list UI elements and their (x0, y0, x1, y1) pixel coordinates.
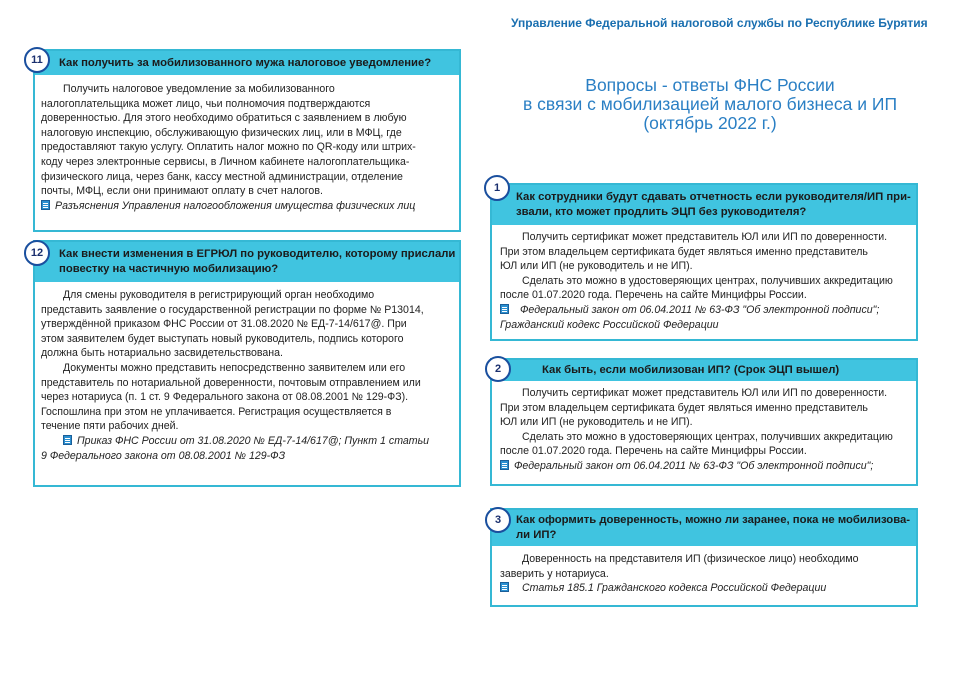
answer-line: Для смены руководителя в регистрирующий орган необходимо (63, 289, 375, 301)
question-text (59, 247, 459, 277)
question-text: Как получить за мобилизованного мужа налоговое уведомление? (59, 57, 432, 69)
qa-card-11 (33, 49, 461, 232)
reference-text: Федеральный закон от 06.04.2011 № 63-ФЗ "Об электронной подписи"; (520, 303, 880, 316)
question-line: ли ИП? (516, 529, 557, 541)
answer-line: Сделать это можно в удостоверяющих центрах, получивших аккредитацию (522, 274, 893, 287)
qa-card-2 (490, 358, 918, 486)
answer-line: после 01.07.2020 года. Перечень на сайте Минцифры России. (500, 445, 807, 458)
question-line: звали, кто может продлить ЭЦП без руководителя? (516, 206, 807, 218)
question-line: повестку на частичную мобилизацию? (59, 263, 279, 275)
document-icon (500, 460, 509, 470)
agency-name: Управление Федеральной налоговой службы по Республике Бурятия (511, 16, 928, 30)
answer-text (500, 552, 916, 596)
question-line: Как оформить доверенность, можно ли заранее, пока не мобилизова- (516, 514, 911, 526)
reference-text: Статья 185.1 Гражданского кодекса Российской Федерации (522, 582, 827, 595)
answer-line: налогоплательщика может лицо, чьи полномочия подтверждаются (41, 97, 371, 110)
answer-line: Доверенность на представителя ИП (физическое лицо) необходимо (522, 553, 859, 565)
qa-card-header (35, 242, 459, 282)
reference-line (41, 434, 459, 449)
question-number-badge: 12 (24, 240, 50, 266)
answer-line: Сделать это можно в удостоверяющих центрах, получивших аккредитацию (522, 430, 893, 443)
qa-card-header (35, 51, 459, 75)
reference-line: Гражданский кодекс Российской Федерации (500, 318, 719, 331)
answer-line: Получить сертификат может представитель ЮЛ или ИП по доверенности. (522, 231, 888, 243)
answer-line: утверждённой приказом ФНС России от 31.08.2020 № ЕД-7-14/617@. При (41, 318, 407, 331)
answer-text (500, 386, 916, 474)
answer-line: после 01.07.2020 года. Перечень на сайте Минцифры России. (500, 289, 807, 302)
answer-line: представить заявление о государственной регистрации по форме № Р13014, (41, 303, 424, 316)
answer-line: физического лица, через банк, кассу местной администрации, отделение (41, 170, 403, 183)
answer-line: этом заявителем будет выступать новый руководитель, подпись которого (41, 332, 404, 345)
answer-line: через нотариуса (п. 1 ст. 9 Федерального закона от 08.08.2001 № 129-ФЗ). (41, 391, 409, 404)
answer-line: ЮЛ или ИП (не руководитель и не ИП). (500, 260, 693, 273)
question-text (516, 190, 916, 220)
answer-line: представитель по нотариальной доверенности, почтовым отправлением или (41, 376, 421, 389)
title-line: в связи с мобилизацией малого бизнеса и ИП (522, 94, 898, 114)
reference-text: Федеральный закон от 06.04.2011 № 63-ФЗ "Об электронной подписи"; (514, 459, 874, 472)
question-number-badge: 3 (485, 507, 511, 533)
document-icon (500, 304, 509, 314)
document-icon (500, 582, 509, 592)
answer-line: Получить налоговое уведомление за мобилизованного (63, 83, 335, 95)
answer-line: должна быть нотариально засвидетельствована. (41, 347, 283, 360)
reference-line (41, 199, 459, 214)
answer-line: предоставляют такую услугу. Оплатить налог можно по QR-коду или штрих- (41, 141, 416, 154)
qa-card-header (492, 360, 916, 381)
question-line: Как сотрудники будут сдавать отчетность если руководителя/ИП при- (516, 191, 911, 203)
reference-text: Разъяснения Управления налогообложения имущества физических лиц (55, 199, 416, 212)
question-line: Как внести изменения в ЕГРЮЛ по руководителю, которому прислали (59, 248, 456, 260)
qa-card-3 (490, 508, 918, 607)
reference-text: Приказ ФНС России от 31.08.2020 № ЕД-7-14/617@; Пункт 1 статьи (77, 434, 430, 447)
title-line: Вопросы - ответы ФНС России (585, 75, 835, 95)
answer-text (41, 82, 459, 213)
answer-text (500, 230, 916, 332)
answer-line: течение пяти рабочих дней. (41, 420, 179, 433)
answer-text (41, 288, 459, 463)
reference-line (500, 581, 916, 596)
document-icon (63, 435, 72, 445)
page-title (490, 76, 930, 133)
answer-line: почты, МФЦ, если они принимают оплату в счет налогов. (41, 185, 323, 198)
qa-card-1 (490, 183, 918, 341)
document-icon (41, 200, 50, 210)
answer-line: доверенностью. Для этого необходимо обратиться с заявлением в любую (41, 112, 407, 125)
question-text: Как быть, если мобилизован ИП? (Срок ЭЦП вышел) (542, 364, 840, 376)
answer-line: заверить у нотариуса. (500, 567, 609, 580)
question-number-badge: 11 (24, 47, 50, 73)
qa-card-header (492, 510, 916, 546)
question-number-badge: 1 (484, 175, 510, 201)
question-text (516, 513, 916, 543)
answer-line: Госпошлина при этом не уплачивается. Регистрация осуществляется в (41, 405, 392, 418)
answer-line: налоговую инспекцию, обслуживающую физических лиц, или в МФЦ, где (41, 126, 402, 139)
answer-line: Получить сертификат может представитель ЮЛ или ИП по доверенности. (522, 387, 888, 399)
qa-card-12 (33, 240, 461, 487)
answer-line: коду через электронные сервисы, в Личном кабинете налогоплательщика- (41, 155, 410, 168)
answer-line: ЮЛ или ИП (не руководитель и не ИП). (500, 416, 693, 429)
question-number-badge: 2 (485, 356, 511, 382)
reference-line (500, 303, 916, 318)
reference-line: 9 Федерального закона от 08.08.2001 № 129-ФЗ (41, 449, 286, 462)
title-line: (октябрь 2022 г.) (643, 113, 777, 133)
answer-line: При этом владельцем сертификата будет являться именно представитель (500, 401, 868, 414)
answer-line: При этом владельцем сертификата будет являться именно представитель (500, 245, 868, 258)
reference-line (500, 459, 916, 474)
qa-card-header (492, 185, 916, 225)
answer-line: Документы можно представить непосредственно заявителем или его (63, 361, 406, 374)
